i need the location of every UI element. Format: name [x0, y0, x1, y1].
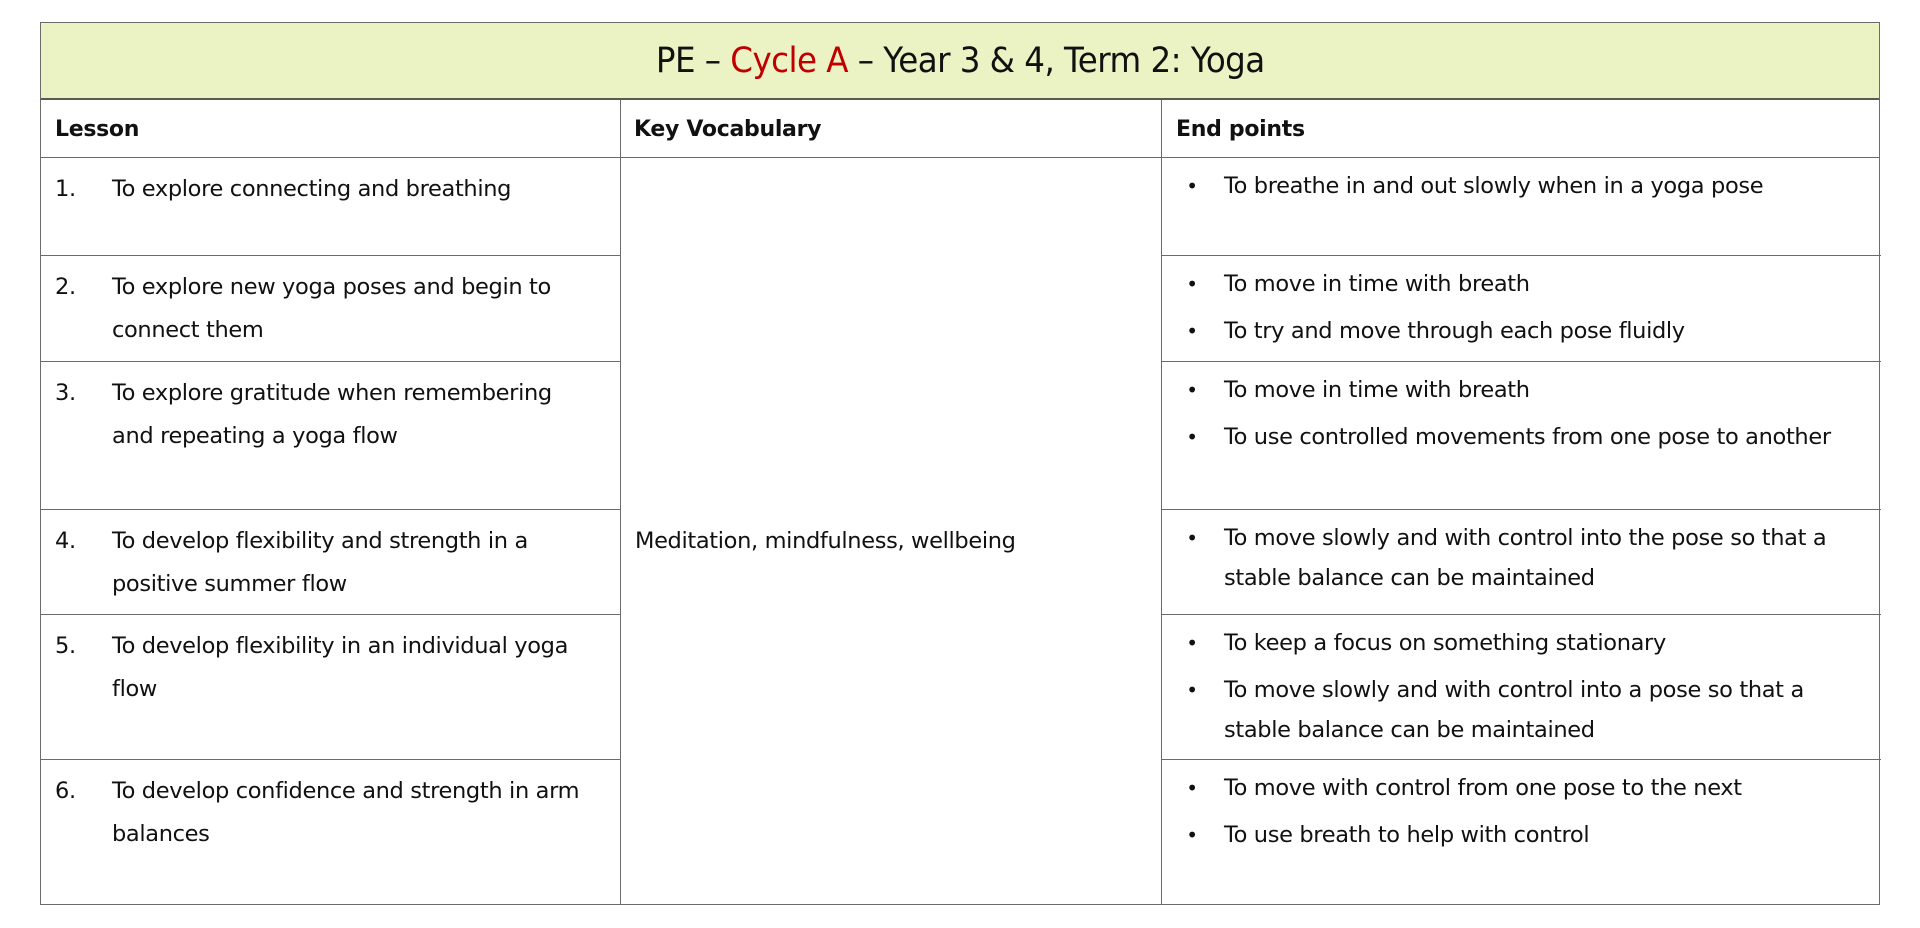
title-row: [41, 23, 1879, 100]
row-divider: [41, 157, 1879, 158]
bullet-icon: •: [1186, 631, 1198, 655]
row-divider: [1161, 614, 1881, 615]
lesson-cell-6: [55, 770, 615, 856]
bullet-icon: •: [1186, 526, 1198, 550]
bullet-icon: •: [1186, 776, 1198, 800]
end-points-cell-3: [1162, 370, 1862, 464]
bullet-icon: •: [1186, 319, 1198, 343]
lesson-cell-5: [55, 625, 615, 711]
end-point-item: [1162, 768, 1852, 808]
end-point-item: [1162, 518, 1874, 598]
row-divider: [1161, 759, 1881, 760]
end-point-text: To move with control from one pose to the next: [1224, 775, 1742, 801]
row-divider: [41, 509, 620, 510]
row-divider: [41, 361, 620, 362]
column-header-vocabulary: Key Vocabulary: [634, 116, 822, 142]
end-point-text: To move in time with breath: [1224, 271, 1530, 297]
end-point-item: [1162, 264, 1862, 304]
lesson-number: 2.: [55, 274, 76, 300]
lesson-cell-4: [55, 520, 615, 606]
bullet-icon: •: [1186, 174, 1198, 198]
end-point-item: [1162, 815, 1852, 855]
lesson-text: To explore new yoga poses and begin to connect them: [112, 274, 551, 343]
lesson-cell-2: [55, 266, 615, 352]
lesson-text: To explore connecting and breathing: [112, 176, 512, 202]
end-points-cell-5: [1162, 623, 1874, 757]
lesson-text: To explore gratitude when remembering and repeating a yoga flow: [112, 380, 552, 449]
end-points-cell-6: [1162, 768, 1852, 862]
lesson-number: 4.: [55, 528, 76, 554]
lesson-number: 1.: [55, 176, 76, 202]
title-suffix: – Year 3 & 4, Term 2: Yoga: [847, 40, 1265, 81]
bullet-icon: •: [1186, 378, 1198, 402]
column-header-end-points: End points: [1176, 116, 1305, 142]
end-point-item: [1162, 166, 1862, 206]
end-point-item: [1162, 311, 1862, 351]
lesson-number: 3.: [55, 380, 76, 406]
end-point-text: To move slowly and with control into a pose so that a stable balance can be maintained: [1224, 677, 1804, 743]
end-point-text: To use breath to help with control: [1224, 822, 1590, 848]
lesson-text: To develop flexibility and strength in a positive summer flow: [112, 528, 528, 597]
end-point-text: To move in time with breath: [1224, 377, 1530, 403]
curriculum-table: [40, 22, 1880, 905]
title-prefix: PE –: [655, 40, 730, 81]
bullet-icon: •: [1186, 823, 1198, 847]
row-divider: [41, 255, 620, 256]
end-point-text: To move slowly and with control into the pose so that a stable balance can be maintained: [1224, 525, 1827, 591]
row-divider: [1161, 361, 1881, 362]
column-divider: [620, 100, 621, 905]
row-divider: [41, 614, 620, 615]
row-divider: [1161, 255, 1881, 256]
bullet-icon: •: [1186, 272, 1198, 296]
lesson-cell-1: [55, 168, 615, 211]
end-points-cell-1: [1162, 166, 1862, 213]
row-divider: [1161, 509, 1881, 510]
bullet-icon: •: [1186, 425, 1198, 449]
end-point-item: [1162, 370, 1862, 410]
row-divider: [41, 759, 620, 760]
end-point-text: To use controlled movements from one pose to another: [1224, 424, 1831, 450]
end-point-text: To keep a focus on something stationary: [1224, 630, 1666, 656]
lesson-number: 5.: [55, 633, 76, 659]
bullet-icon: •: [1186, 678, 1198, 702]
title-cycle: Cycle A: [729, 40, 848, 81]
lesson-text: To develop flexibility in an individual yoga flow: [112, 633, 569, 702]
key-vocabulary-text: Meditation, mindfulness, wellbeing: [635, 528, 1016, 554]
column-header-lesson: Lesson: [55, 116, 140, 142]
end-points-cell-2: [1162, 264, 1862, 358]
end-point-item: [1162, 670, 1874, 750]
end-point-text: To try and move through each pose fluidly: [1224, 318, 1685, 344]
lesson-text: To develop confidence and strength in arm balances: [112, 778, 580, 847]
end-point-text: To breathe in and out slowly when in a yoga pose: [1224, 173, 1764, 199]
lesson-number: 6.: [55, 778, 76, 804]
end-points-cell-4: [1162, 518, 1874, 605]
lesson-cell-3: [55, 372, 555, 458]
end-point-item: [1162, 623, 1874, 663]
page-title: [656, 41, 1265, 81]
end-point-item: [1162, 417, 1862, 457]
